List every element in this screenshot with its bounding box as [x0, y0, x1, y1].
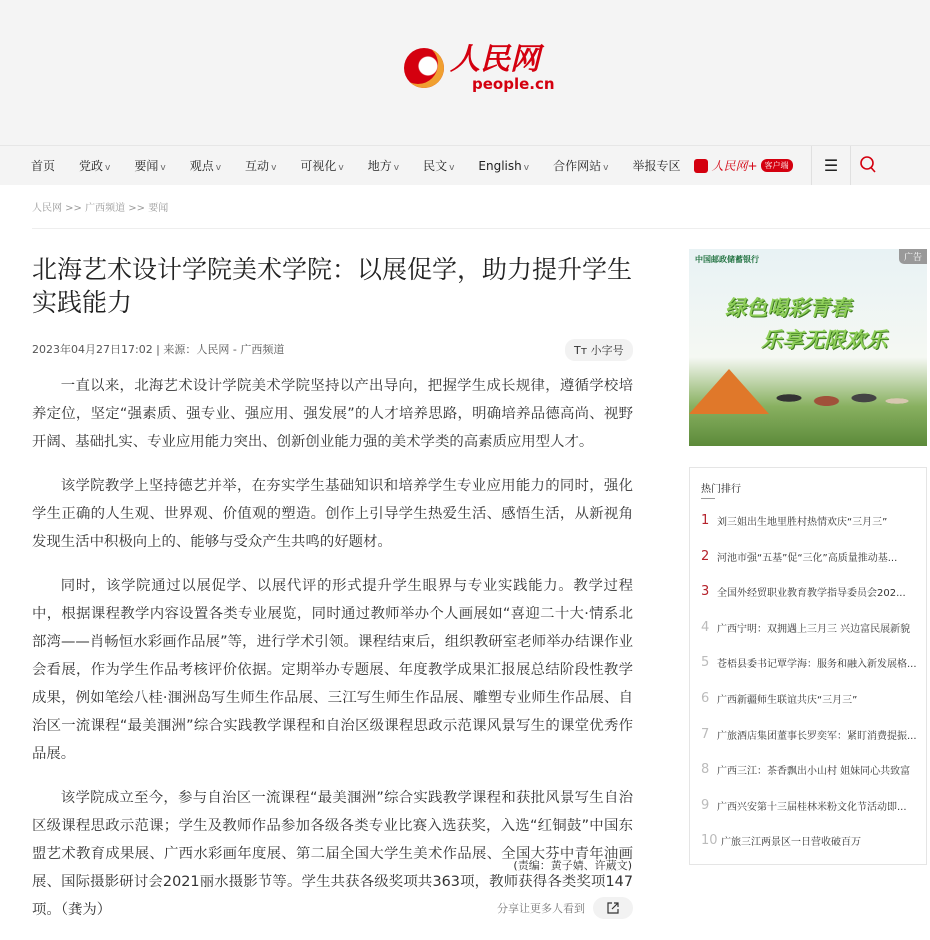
chevron-down-icon: v [215, 163, 222, 173]
share-label: 分享让更多人看到 [497, 902, 585, 915]
hot-item-title: 刘三姐出生地里胜村热情欢庆“三月三” [717, 517, 888, 528]
hot-item-title: 广西新疆师生联谊共庆“三月三” [717, 695, 858, 706]
editor-credit: (责编：黄子婧、许葳文) [513, 859, 632, 872]
ad-bank-name: 中国邮政储蓄银行 [695, 255, 759, 264]
people-cn-logo[interactable] [404, 44, 555, 92]
logo-cn: 人民网 [450, 42, 540, 77]
hot-list-item[interactable] [701, 727, 917, 742]
ad-tag: 广告 [899, 249, 927, 264]
nav-item-label: 地方 [367, 159, 392, 173]
site-header [0, 0, 930, 145]
nav-item[interactable] [79, 157, 110, 174]
chevron-down-icon: v [393, 163, 400, 173]
chevron-down-icon: v [603, 163, 609, 173]
hot-item-title: 苍梧县委书记覃学海：服务和融入新发展格... [717, 659, 917, 671]
logo-en: people.cn [472, 75, 555, 93]
share-button[interactable] [593, 897, 633, 919]
nav-item[interactable] [423, 157, 454, 174]
nav-item[interactable] [632, 157, 680, 174]
hot-item-title: 广西宁明：双拥遇上三月三 兴边富民展新貌 [717, 623, 911, 635]
nav-item-label: 合作网站 [553, 159, 602, 173]
hot-list-item[interactable] [701, 584, 906, 599]
app-name: 人民网+ [711, 159, 758, 173]
chevron-down-icon: v [271, 163, 277, 173]
hot-list-item[interactable] [701, 513, 887, 528]
breadcrumb[interactable]: 人民网 >> 广西频道 >> 要闻 [32, 203, 169, 214]
hot-item-title: 广西兴安第十三届桂林米粉文化节活动即... [717, 801, 907, 813]
nav-item-label: 首页 [31, 159, 56, 173]
nav-item[interactable] [478, 159, 529, 173]
hot-list-item[interactable] [701, 798, 907, 813]
hot-list-item[interactable] [701, 549, 897, 564]
nav-item-label: 民文 [423, 159, 448, 173]
chevron-down-icon: v [523, 162, 530, 173]
hot-list-item[interactable] [701, 833, 861, 848]
chevron-down-icon: v [338, 163, 344, 173]
rank-number: 5 [701, 655, 710, 671]
chevron-down-icon: v [160, 163, 166, 173]
nav-item-label: 观点 [189, 159, 214, 173]
ad-slogan: 绿色喝彩青春 [725, 296, 851, 320]
hot-item-title: 广旅三江两景区一日营收破百万 [721, 837, 861, 849]
ad-tent-image [689, 369, 769, 414]
nav-item-label: 举报专区 [632, 159, 681, 173]
article-body [32, 372, 633, 940]
nav-item[interactable] [134, 157, 165, 174]
paragraph: 同时，该学院通过以展促学、以展代评的形式提升学生眼界与专业实践能力。教学过程中，根据课程教学内容设置各类专业展览，同时通过教师举办个人画展如“喜迎二十大·情系北部湾——肖畅恒水彩画作品展”等，进行学术引领。课程结束后，组织教研室老师举办结课作业会看展，作为学生作品考核评价依据。定期举办专题展、年度教学成果汇报展总结阶段性教学成果，例如笔绘八桂·涠洲岛写生师生作品展、三江写生师生作品展、雕塑专业师生作品展、自治区一流课程“最美涠洲”综合实践教学课程和自治区级课程思政示范课风景写生的课堂优秀作品展。 [32, 578, 633, 762]
share-icon [607, 902, 619, 914]
hamburger-icon: ☰ [823, 156, 839, 175]
hot-item-title: 河池市强“五基”促“三化”高质量推动基... [717, 552, 898, 564]
rank-number: 7 [701, 726, 710, 742]
rank-number: 9 [701, 797, 710, 813]
share-section [497, 897, 633, 919]
hot-item-title: 全国外经贸职业教育教学指导委员会202... [717, 588, 906, 600]
hot-ranking [689, 467, 927, 865]
article-title: 北海艺术设计学院美术学院：以展促学，助力提升学生实践能力 [32, 255, 633, 317]
nav-item[interactable] [190, 157, 221, 174]
rank-number: 6 [701, 691, 710, 706]
font-size-toggle[interactable] [565, 339, 633, 361]
hot-ranking-title: 热门排行 [701, 484, 741, 495]
logo-mark-icon [404, 48, 444, 88]
nav-item-label: 互动 [245, 159, 270, 173]
nav-item[interactable] [553, 157, 608, 174]
hot-list-item[interactable] [701, 762, 910, 777]
rank-number: 2 [701, 548, 710, 564]
paragraph: 该学院成立至今，参与自治区一流课程“最美涠洲”综合实践教学课程和获批风景写生自治区级课程思政示范课；学生及教师作品参加各级各类专业比赛入选获奖，入选“红铜鼓”中国东盟艺术教育成果展、广西水彩画年度展、第二届全国大学生美术作品展、全国大芬中青年油画展、国际摄影研讨会2021丽水摄影节等。学生共获各级奖项共363项，教师获得各类奖项147项。（龚为） [32, 790, 633, 918]
hot-item-title: 广西三江：茶香飘出小山村 姐妹同心共致富 [717, 766, 911, 778]
nav-item[interactable] [245, 157, 276, 174]
advertisement-banner[interactable] [689, 249, 927, 446]
chevron-down-icon: v [449, 163, 455, 173]
nav-item[interactable] [31, 157, 55, 174]
rank-number: 1 [701, 513, 710, 528]
nav-item[interactable] [300, 157, 343, 174]
menu-button[interactable] [811, 146, 851, 185]
nav-item-label: English [478, 158, 522, 173]
app-logo-icon [694, 159, 708, 173]
hot-list-item[interactable] [701, 691, 857, 706]
nav-item-label: 可视化 [300, 159, 337, 173]
font-size-label: 小字号 [590, 344, 624, 357]
nav-item[interactable] [368, 157, 399, 174]
ad-people-image [759, 374, 909, 434]
search-icon[interactable] [858, 155, 878, 175]
nav-item-label: 要闻 [134, 159, 159, 173]
rank-number: 3 [701, 584, 710, 600]
ad-slogan: 乐享无限欢乐 [761, 328, 887, 352]
hot-list-item[interactable] [701, 655, 917, 670]
people-plus-app-link[interactable] [694, 157, 792, 174]
article-meta: 2023年04月27日17:02 | 来源：人民网 - 广西频道 [32, 343, 285, 356]
paragraph: 该学院教学上坚持德艺并举，在夯实学生基础知识和培养学生专业应用能力的同时，强化学生正确的人生观、世界观、价值观的塑造。创作上引导学生热爱生活、感悟生活，从新视角发现生活中积极向上的、能够与受众产生共鸣的好题材。 [32, 478, 633, 550]
hot-item-title: 广旅酒店集团董事长罗奕军：紧盯消费提振... [717, 730, 917, 742]
nav-item-label: 党政 [79, 159, 104, 173]
paragraph: 一直以来，北海艺术设计学院美术学院坚持以产出导向，把握学生成长规律，遵循学校培养定位，坚定“强素质、强专业、强应用、强发展”的人才培养思路，明确培养品德高尚、视野开阔、基础扎实、专业应用能力突出、创新创业能力强的美术学类的高素质应用型人才。 [32, 378, 633, 450]
font-size-icon: Tт [574, 344, 588, 357]
hot-list-item[interactable] [701, 620, 910, 635]
main-nav [0, 145, 930, 185]
chevron-down-icon: v [105, 163, 111, 173]
divider [32, 228, 930, 229]
title-underline [701, 498, 715, 499]
rank-number: 4 [701, 619, 710, 635]
rank-number: 8 [701, 762, 710, 778]
app-badge: 客户端 [761, 159, 793, 172]
rank-number: 10 [701, 833, 718, 849]
